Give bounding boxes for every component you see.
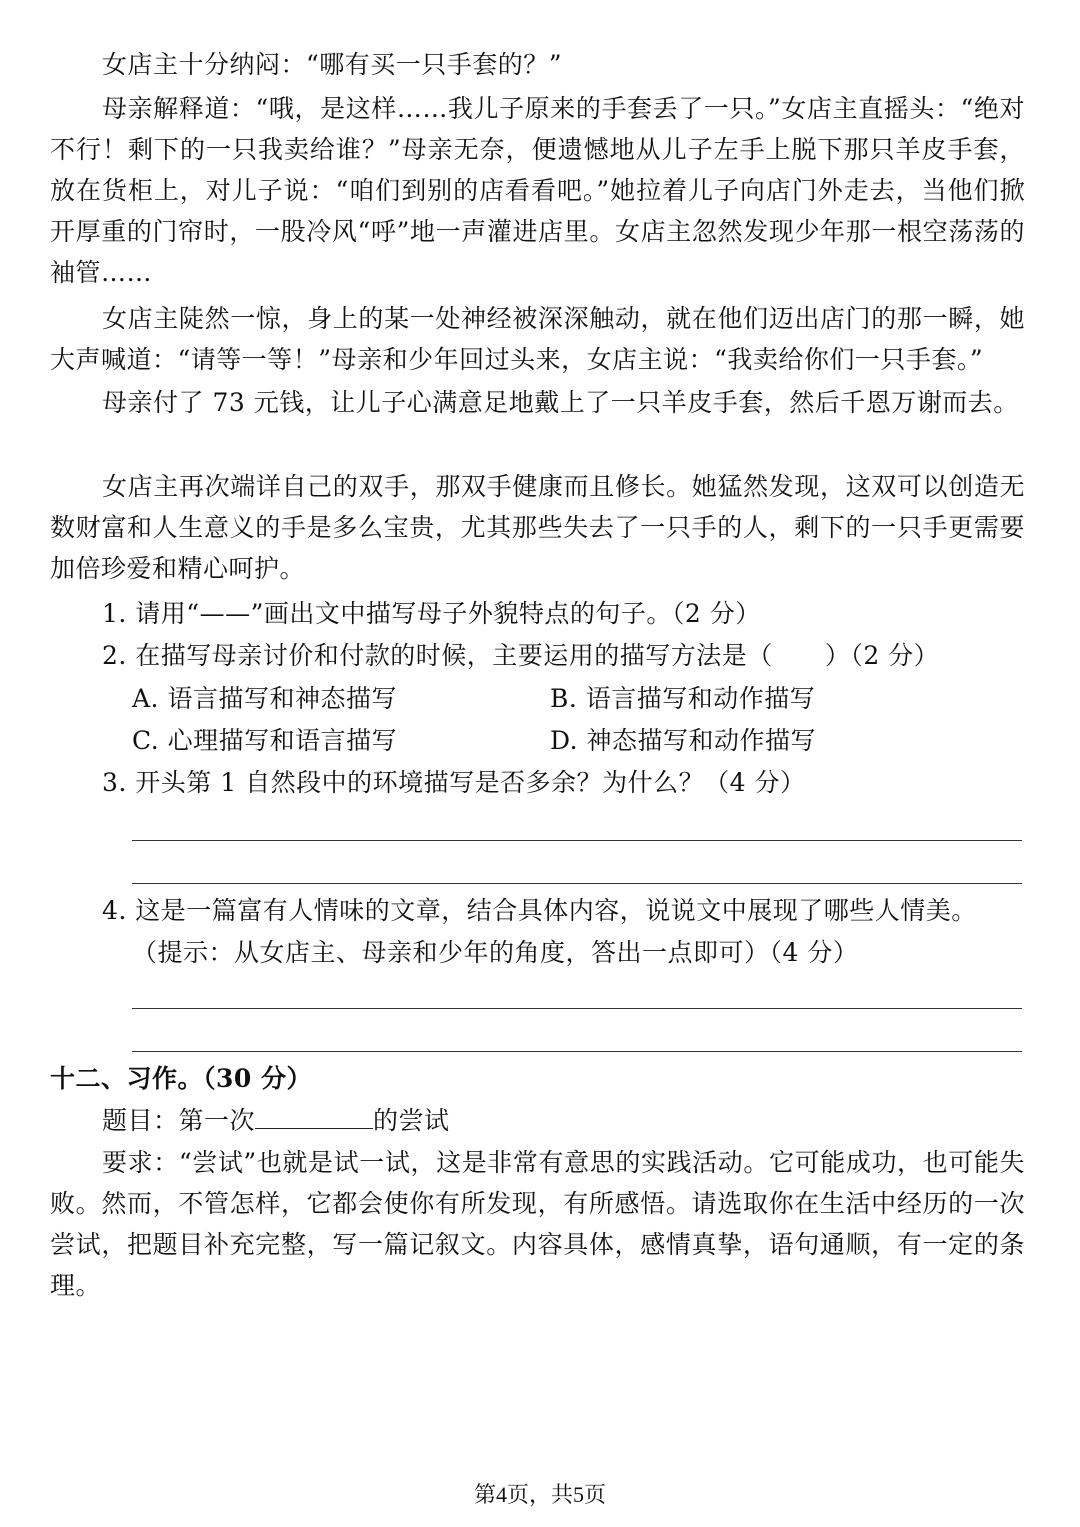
composition-title-prefix: 题目：第一次: [102, 1106, 256, 1135]
composition-requirement: 要求：“尝试”也就是试一试，这是非常有意思的实践活动。它可能成功，也可能失败。然而，不管怎样，它都会使你有所发现，有所感悟。请选取你在生活中经历的一次尝试，把题目补充完整，写一篇记叙文。内容具体，感情真挚，语句通顺，有一定的条理。: [50, 1148, 1025, 1300]
answer-line-q3-1[interactable]: [132, 840, 1022, 841]
question-2-suffix: ）（2 分）: [824, 641, 940, 670]
answer-line-q4-2[interactable]: [132, 1051, 1022, 1052]
question-4: 4. 这是一篇富有人情味的文章，结合具体内容，说说文中展现了哪些人情美。: [102, 896, 977, 925]
question-3: 3. 开头第 1 自然段中的环境描写是否多余？为什么？（4 分）: [102, 768, 806, 797]
composition-title-suffix: 的尝试: [373, 1106, 450, 1135]
page-footer: 第4页，共5页: [473, 1482, 606, 1507]
answer-line-q3-2[interactable]: [132, 883, 1022, 884]
story-paragraph-1: 女店主十分纳闷：“哪有买一只手套的？”: [102, 50, 563, 79]
composition-title: [102, 1100, 450, 1141]
question-2: [102, 635, 939, 676]
story-paragraph-4: 母亲付了 73 元钱，让儿子心满意足地戴上了一只羊皮手套，然后千恩万谢而去。: [102, 388, 1019, 417]
option-b: B. 语言描写和动作描写: [550, 684, 816, 713]
composition-heading: 十二、习作。（30 分）: [50, 1064, 312, 1093]
question-2-prefix: 2. 在描写母亲讨价和付款的时候，主要运用的描写方法是（: [102, 641, 773, 670]
option-c: C. 心理描写和语言描写: [132, 726, 398, 755]
story-paragraph-3: 女店主陡然一惊，身上的某一处神经被深深触动，就在他们迈出店门的那一瞬，她大声喊道：“请等一等！”母亲和少年回过头来，女店主说：“我卖给你们一只手套。”: [50, 304, 1025, 374]
answer-line-q4-1[interactable]: [132, 1008, 1022, 1009]
story-paragraph-5: 女店主再次端详自己的双手，那双手健康而且修长。她猛然发现，这双可以创造无数财富和人生意义的手是多么宝贵，尤其那些失去了一只手的人，剩下的一只手更需要加倍珍爱和精心呵护。: [50, 472, 1025, 583]
question-4-hint: （提示：从女店主、母亲和少年的角度，答出一点即可）（4 分）: [132, 938, 859, 967]
question-1: 1. 请用“——”画出文中描写母子外貌特点的句子。（2 分）: [102, 599, 761, 628]
story-paragraph-2: 母亲解释道：“哦，是这样……我儿子原来的手套丢了一只。”女店主直摇头：“绝对不行！剩下的一只我卖给谁？”母亲无奈，便遗憾地从儿子左手上脱下那只羊皮手套，放在货柜上，对儿子说：“咱们到别的店看看吧。”她拉着儿子向店门外走去，当他们掀开厚重的门帘时，一股冷风“呼”地一声灌进店里。女店主忽然发现少年那一根空荡荡的袖管……: [50, 94, 1025, 287]
option-a: A. 语言描写和神态描写: [132, 684, 397, 713]
option-d: D. 神态描写和动作描写: [550, 726, 817, 755]
composition-title-blank[interactable]: [255, 1104, 373, 1129]
